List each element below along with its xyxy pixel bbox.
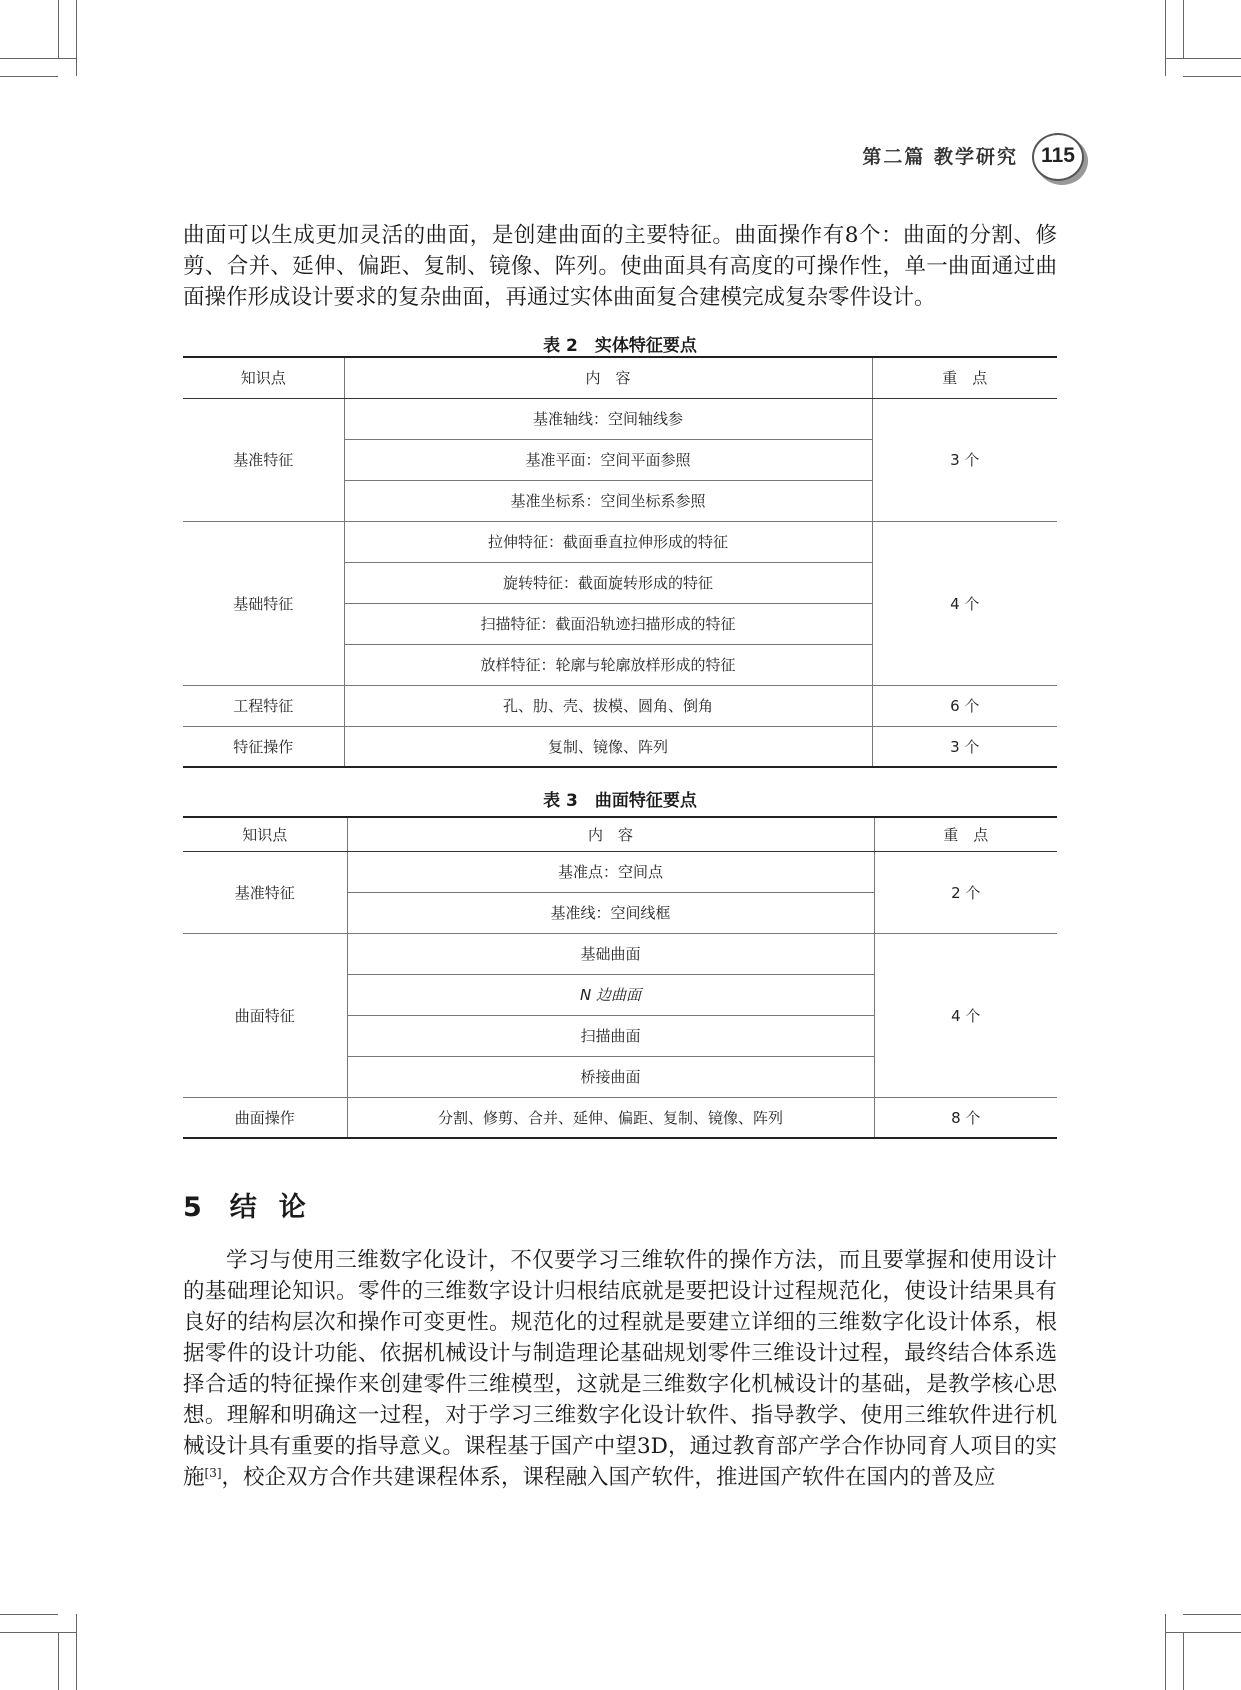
- crop-mark: [1183, 1632, 1184, 1690]
- count-cell: 3 个: [872, 726, 1057, 767]
- crop-mark: [76, 1614, 77, 1690]
- page-number: 115: [1032, 133, 1084, 181]
- content-cell: N 边曲面: [347, 974, 874, 1015]
- knowledge-point-cell: 基础特征: [183, 521, 344, 685]
- knowledge-point-cell: 曲面特征: [183, 933, 347, 1097]
- content-cell: 孔、肋、壳、拔模、圆角、倒角: [344, 685, 872, 726]
- column-header: 重 点: [872, 357, 1057, 398]
- crop-mark: [0, 1632, 76, 1633]
- content-cell: 放样特征：轮廓与轮廓放样形成的特征: [344, 644, 872, 685]
- crop-mark: [1165, 58, 1241, 59]
- crop-mark: [1183, 76, 1241, 77]
- knowledge-point-cell: 曲面操作: [183, 1097, 347, 1138]
- crop-mark: [1165, 1614, 1166, 1690]
- column-header: 知识点: [183, 817, 347, 851]
- crop-mark: [1165, 0, 1166, 76]
- conclusion-text: 学习与使用三维数字化设计，不仅要学习三维软件的操作方法，而且要掌握和使用设计的基础理论知识。零件的三维数字设计归根结底就是要把设计过程规范化，使设计结果具有良好的结构层次和操作可变更性。规范化的过程就是要建立详细的三维数字化设计体系，根据零件的设计功能、依据机械设计与制造理论基础规划零件三维设计过程，最终结合体系选择合适的特征操作来创建零件三维模型，这就是三维数字化机械设计的基础，是教学核心思想。理解和明确这一过程，对于学习三维数字化设计软件、指导教学、使用三维软件进行机械设计具有重要的指导意义。课程基于国产中望3D，通过教育部产学合作协同育人项目的实施: [183, 1248, 1057, 1490]
- count-cell: 8 个: [874, 1097, 1057, 1138]
- conclusion-paragraph: [183, 1245, 1057, 1493]
- count-cell: 4 个: [872, 521, 1057, 685]
- content-cell: 复制、镜像、阵列: [344, 726, 872, 767]
- section-number: 5: [183, 1192, 204, 1223]
- crop-mark: [58, 0, 59, 58]
- table-header-row: [183, 357, 1057, 398]
- table-row: [183, 1097, 1057, 1138]
- crop-mark: [1183, 0, 1184, 58]
- content-cell: 扫描曲面: [347, 1015, 874, 1056]
- table3-caption: 表 3 曲面特征要点: [543, 791, 697, 811]
- knowledge-point-cell: 特征操作: [183, 726, 344, 767]
- column-header: 内 容: [344, 357, 872, 398]
- content-cell: 拉伸特征：截面垂直拉伸形成的特征: [344, 521, 872, 562]
- count-cell: 6 个: [872, 685, 1057, 726]
- content-cell: 扫描特征：截面沿轨迹扫描形成的特征: [344, 603, 872, 644]
- crop-mark: [0, 1614, 58, 1615]
- content-cell: 基准点：空间点: [347, 851, 874, 892]
- content-cell: 基准轴线：空间轴线参: [344, 398, 872, 439]
- table3: [183, 816, 1057, 1139]
- content-cell: 基础曲面: [347, 933, 874, 974]
- content-cell: 桥接曲面: [347, 1056, 874, 1097]
- content-cell: 基准坐标系：空间坐标系参照: [344, 480, 872, 521]
- column-header: 知识点: [183, 357, 344, 398]
- intro-paragraph: 曲面可以生成更加灵活的曲面，是创建曲面的主要特征。曲面操作有8个：曲面的分割、修剪、合并、延伸、偏距、复制、镜像、阵列。使曲面具有高度的可操作性，单一曲面通过曲面操作形成设计要求的复杂曲面，再通过实体曲面复合建模完成复杂零件设计。: [183, 223, 1057, 310]
- count-cell: 3 个: [872, 398, 1057, 521]
- section-title: 结论: [229, 1192, 328, 1223]
- crop-mark: [76, 0, 77, 76]
- count-cell: 2 个: [874, 851, 1057, 933]
- table-row: [183, 851, 1057, 892]
- table-row: [183, 521, 1057, 562]
- count-cell: 4 个: [874, 933, 1057, 1097]
- knowledge-point-cell: 基准特征: [183, 851, 347, 933]
- citation-ref[interactable]: [3]: [204, 1466, 222, 1480]
- crop-mark: [1165, 1632, 1241, 1633]
- knowledge-point-cell: 基准特征: [183, 398, 344, 521]
- crop-mark: [1183, 1614, 1241, 1615]
- table-row: [183, 933, 1057, 974]
- content-cell: 基准平面：空间平面参照: [344, 439, 872, 480]
- running-head: 第二篇 教学研究: [862, 146, 1018, 168]
- content-cell: 基准线：空间线框: [347, 892, 874, 933]
- crop-mark: [0, 58, 76, 59]
- crop-mark: [0, 76, 58, 77]
- conclusion-text-continued: ，校企双方合作共建课程体系，课程融入国产软件，推进国产软件在国内的普及应: [221, 1465, 996, 1490]
- table2-caption: 表 2 实体特征要点: [543, 336, 697, 356]
- content-cell: 分割、修剪、合并、延伸、偏距、复制、镜像、阵列: [347, 1097, 874, 1138]
- table-row: [183, 685, 1057, 726]
- table-row: [183, 726, 1057, 767]
- knowledge-point-cell: 工程特征: [183, 685, 344, 726]
- table-row: [183, 398, 1057, 439]
- column-header: 重 点: [874, 817, 1057, 851]
- section-heading: [183, 1185, 328, 1224]
- table-header-row: [183, 817, 1057, 851]
- column-header: 内 容: [347, 817, 874, 851]
- crop-mark: [58, 1632, 59, 1690]
- table2: [183, 356, 1057, 768]
- content-cell: 旋转特征：截面旋转形成的特征: [344, 562, 872, 603]
